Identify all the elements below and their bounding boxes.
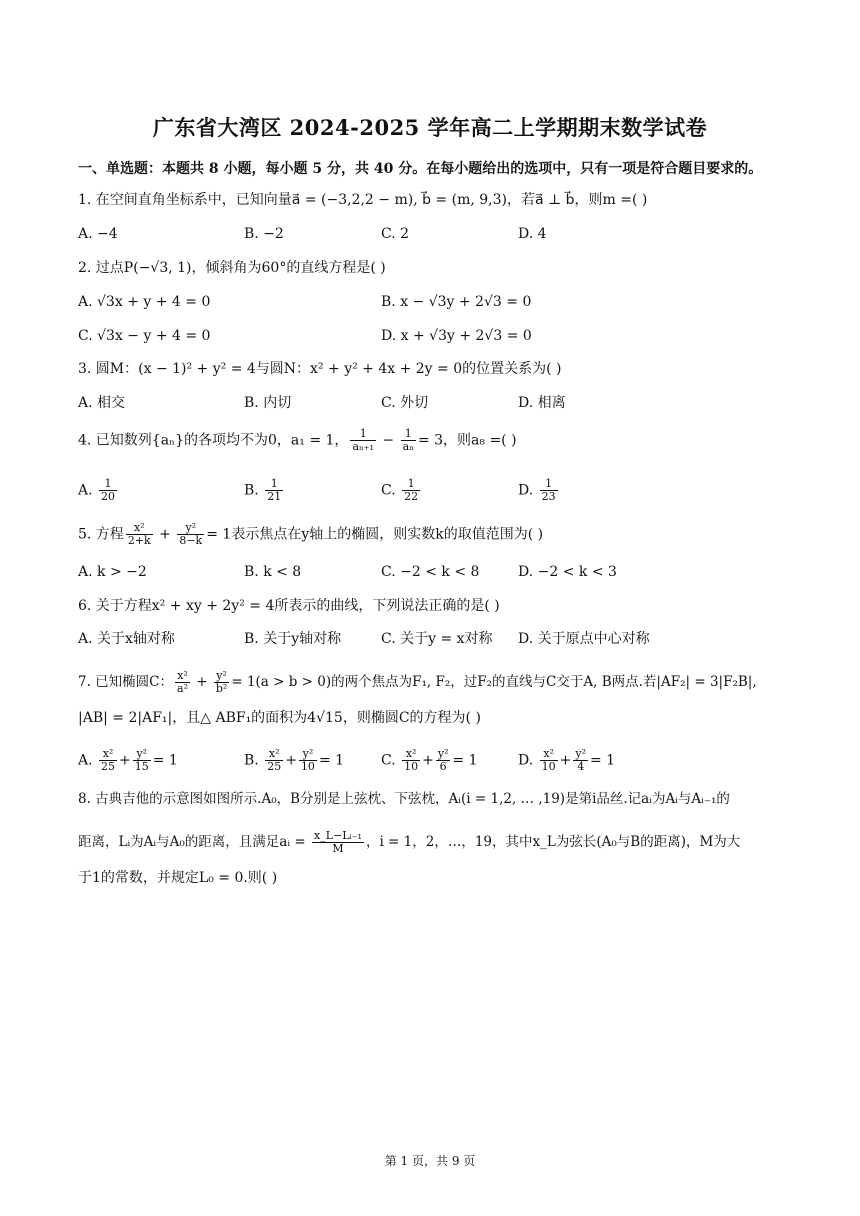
q7-f2-num: y² [214, 670, 229, 683]
q6-option-c: C. 关于y = x对称 [381, 631, 493, 647]
q4-b-frac: $\frac{1}{21}$ [267, 477, 282, 503]
q7-a-frac2 [133, 748, 151, 773]
q7-a-d2: 15 [134, 760, 149, 773]
q7-b-d2: 10 [300, 760, 315, 773]
question-7-stem-line2: |AB| = 2|AF₁|，且△ ABF₁的面积为4√15，则椭圆C的方程为( ) [78, 710, 481, 726]
q3-option-a: A. 相交 [78, 395, 126, 411]
q6-option-b: B. 关于y轴对称 [244, 631, 342, 647]
q2-option-b: B. x − √3y + 2√3 = 0 [381, 294, 532, 310]
q7-b-frac2 [299, 748, 317, 773]
q4-option-a [78, 478, 119, 503]
q7-f1-num: x² [175, 670, 190, 683]
question-1-stem: 1. 在空间直角坐标系中，已知向量a⃗ = (−3,2,2 − m), b⃗ = (m, 9,3)，若a⃗ ⊥ b⃗，则m =( ) [78, 192, 648, 208]
question-2-stem: 2. 过点P(−√3, 1)，倾斜角为60°的直线方程是( ) [78, 260, 386, 276]
q7-fraction-2 [214, 670, 229, 695]
q7-a-n1: x² [99, 748, 117, 761]
q4-a-den: 20 [101, 490, 116, 503]
q7-a-n2: y² [133, 748, 151, 761]
q2-option-c: C. √3x − y + 4 = 0 [78, 328, 211, 344]
q7-c-tail: = 1 [452, 752, 478, 769]
q4-stem-end: = 3，则a₈ =( ) [417, 432, 517, 449]
q1-option-d: D. 4 [518, 226, 547, 242]
q5-stem-end: = 1表示焦点在y轴上的椭圆，则实数k的取值范围为( ) [206, 526, 544, 543]
section-heading: 一、单选题：本题共 8 小题，每小题 5 分，共 40 分。在每小题给出的选项中，只有一项是符合题目要求的。 [78, 161, 763, 177]
q4-frac1-num: 1 [350, 428, 376, 441]
q4-c-den: 22 [404, 490, 419, 503]
q3-option-b: B. 内切 [244, 395, 292, 411]
q5-option-a: A. k > −2 [78, 564, 147, 580]
q4-frac2-num: 1 [401, 428, 416, 441]
q4-a-label: A. [78, 482, 93, 499]
q4-d-frac: $\frac{1}{23}$ [541, 477, 556, 503]
q7-stem-mid: = 1(a > b > 0)的两个焦点为F₁, F₂，过F₂的直线与C交于A, B两点.若|AF₂| = 3|F₂B|, [231, 674, 757, 690]
q4-b-den: 21 [267, 490, 282, 503]
q5-f1-num: x² [126, 522, 153, 535]
q7-d-label: D. [518, 752, 534, 769]
q7-f1-den: a² [177, 682, 188, 695]
q7-b-label: B. [244, 752, 259, 769]
q7-option-d: D. $\frac{\text{x²}}{10}$ + $\frac{\text{y²}}{4}$ = 1 [518, 747, 616, 773]
question-8-line-3: 于1的常数，并规定L₀ = 0.则( ) [78, 870, 278, 886]
q1-option-c: C. 2 [381, 226, 410, 242]
q5-stem-start: 5. 方程 [78, 526, 124, 543]
q4-fraction-1 [350, 428, 376, 453]
q7-d-n2: y² [575, 747, 586, 760]
q7-d-n1: x² [540, 748, 558, 761]
q8-line2-start: 距离，Lᵢ为Aᵢ与A₀的距离，且满足aᵢ = [78, 834, 306, 850]
q8-line2-end: ，i = 1，2，…，19，其中x_L为弦长(A₀与B的距离)，M为大 [365, 834, 741, 850]
q7-d-tail: = 1 [590, 752, 616, 769]
q4-option-c [381, 478, 422, 503]
q5-option-b: B. k < 8 [244, 564, 302, 580]
q7-c-frac1 [402, 748, 420, 773]
question-8-line-1: 8. 古典吉他的示意图如图所示.A₀，B分别是上弦枕、下弦枕，Aᵢ(i = 1,2, … ,19)是第i品丝.记aᵢ为Aᵢ与Aᵢ₋₁的 [78, 791, 730, 807]
q8-frac-den: M [332, 842, 344, 855]
q2-option-a: A. √3x + y + 4 = 0 [78, 294, 211, 310]
question-5-stem: 5. 方程 $\frac{\text{x²}}{2+k}$ + $\frac{\text{y²}}{8-k}$ = 1表示焦点在y轴上的椭圆，则实数k的取值范围为( ) [78, 521, 544, 547]
q5-f2-num: y² [177, 522, 204, 535]
q5-fraction-1 [126, 522, 153, 547]
q2-option-d: D. x + √3y + 2√3 = 0 [381, 328, 532, 344]
q5-option-c: C. −2 < k < 8 [381, 564, 480, 580]
q4-a-frac: $\frac{1}{20}$ [101, 477, 116, 503]
q5-f1-den: 2+k [127, 534, 151, 547]
q7-fraction-1 [175, 670, 190, 695]
q6-option-a: A. 关于x轴对称 [78, 631, 175, 647]
q7-b-n2: y² [299, 748, 317, 761]
q4-option-b [244, 478, 285, 503]
q7-a-tail: = 1 [152, 752, 178, 769]
q7-a-label: A. [78, 752, 93, 769]
q4-b-label: B. [244, 482, 259, 499]
q7-option-c: C. $\frac{\text{x²}}{10}$ + $\frac{\text{y²}}{6}$ = 1 [381, 747, 478, 773]
q7-c-label: C. [381, 752, 396, 769]
q4-option-d [518, 478, 560, 503]
q7-d-frac2 [573, 748, 588, 773]
q5-option-d: D. −2 < k < 3 [518, 564, 617, 580]
q3-option-c: C. 外切 [381, 395, 429, 411]
q5-f2-den: 8−k [179, 534, 203, 547]
q7-stem-start: 7. 已知椭圆C： [78, 674, 174, 690]
page-footer: 第 1 页，共 9 页 [384, 1154, 476, 1168]
q8-frac-num: x_L−Lᵢ₋₁ [313, 829, 362, 842]
q7-d-d2: 4 [577, 760, 585, 773]
q4-stem-start: 4. 已知数列{aₙ}的各项均不为0，a₁ = 1， [78, 432, 349, 449]
q8-fraction [312, 830, 364, 855]
q7-c-n1: x² [402, 748, 420, 761]
q4-d-den: 23 [541, 490, 556, 503]
page-title: 广东省大湾区 2024-2025 学年高二上学期期末数学试卷 [152, 115, 708, 140]
q7-b-n1: x² [265, 748, 283, 761]
question-3-stem: 3. 圆M：(x − 1)² + y² = 4与圆N：x² + y² + 4x + 2y = 0的位置关系为( ) [78, 361, 562, 377]
q7-c-d1: 10 [404, 760, 419, 773]
q7-c-d2: 6 [439, 760, 447, 773]
q1-option-a: A. −4 [78, 226, 118, 242]
q7-b-d1: 25 [267, 760, 282, 773]
q6-option-d: D. 关于原点中心对称 [518, 631, 650, 647]
q7-option-a: A. $\frac{\text{x²}}{25}$ + $\frac{\text{y²}}{15}$ = 1 [78, 747, 178, 773]
q7-c-frac2 [436, 748, 451, 773]
q4-c-frac: $\frac{1}{22}$ [404, 477, 419, 503]
q7-b-frac1 [265, 748, 283, 773]
q7-b-tail: = 1 [318, 752, 345, 769]
q7-option-b: B. $\frac{\text{x²}}{25}$ + $\frac{\text{y²}}{10}$ = 1 [244, 747, 345, 773]
question-4-stem: 4. 已知数列{aₙ}的各项均不为0，a₁ = 1， $\frac{1}{\text{aₙ₊₁}}$ − $\frac{1}{\text{aₙ}}$ = 3，则a₈ =( ) [78, 427, 517, 453]
q7-a-d1: 25 [101, 760, 116, 773]
q4-frac2-den: aₙ [402, 440, 414, 453]
q7-d-frac1 [540, 748, 558, 773]
q4-d-label: D. [518, 482, 534, 499]
q7-d-d1: 10 [541, 760, 556, 773]
question-7-stem: 7. 已知椭圆C： $\frac{\text{x²}}{\text{a²}}$ + $\frac{\text{y²}}{\text{b²}}$ = 1(a > b > 0)的两个焦点为F₁, F₂，过F₂的直线与C交于A, B两点.若|AF₂| = 3|F₂B|, [78, 669, 757, 695]
question-6-stem: 6. 关于方程x² + xy + 2y² = 4所表示的曲线，下列说法正确的是( ) [78, 598, 500, 614]
q7-f2-den: b² [215, 682, 228, 695]
q3-option-d: D. 相离 [518, 395, 566, 411]
q7-c-n2: y² [437, 747, 449, 760]
q4-c-label: C. [381, 482, 396, 499]
q5-fraction-2 [177, 522, 204, 547]
question-8-line-2 [78, 830, 740, 855]
q7-a-frac1 [99, 748, 117, 773]
q4-frac1-den: aₙ₊₁ [352, 440, 374, 453]
q4-fraction-2 [401, 428, 416, 453]
q1-option-b: B. −2 [244, 226, 284, 242]
